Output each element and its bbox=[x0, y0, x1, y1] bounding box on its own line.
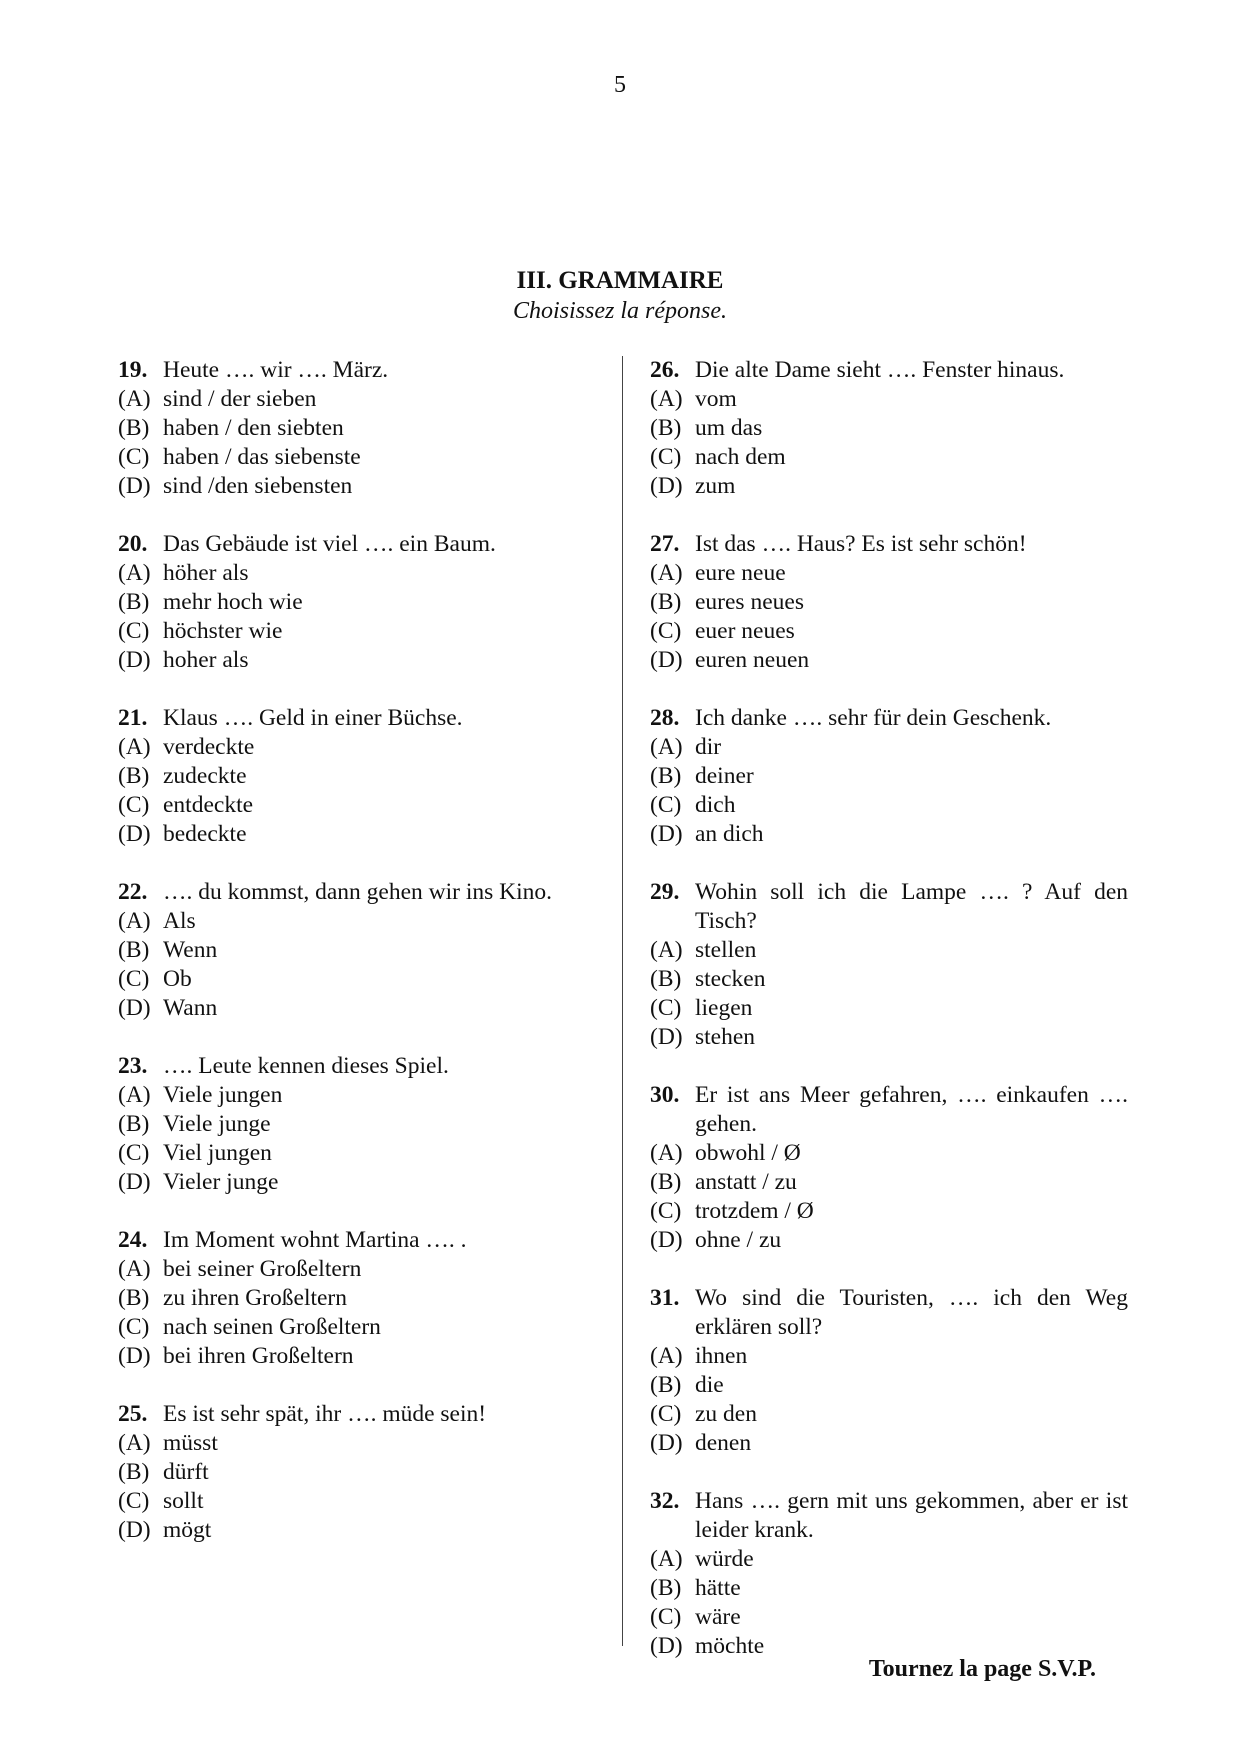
question-stem bbox=[650, 704, 1128, 733]
option-text: anstatt / zu bbox=[695, 1169, 797, 1195]
question-text: Wohin soll ich die Lampe …. ? Auf den Tisch? bbox=[695, 879, 1128, 934]
answer-option bbox=[118, 646, 618, 675]
option-letter: (D) bbox=[650, 1024, 683, 1050]
answer-option bbox=[650, 472, 1128, 501]
option-text: müsst bbox=[163, 1430, 218, 1456]
option-text: nach dem bbox=[695, 444, 786, 470]
answer-option bbox=[650, 414, 1128, 443]
option-letter: (C) bbox=[650, 444, 682, 470]
option-letter: (A) bbox=[650, 560, 683, 586]
option-text: die bbox=[695, 1372, 724, 1398]
option-text: bei ihren Großeltern bbox=[163, 1343, 354, 1369]
option-letter: (C) bbox=[118, 966, 150, 992]
section-title: III. GRAMMAIRE bbox=[516, 267, 724, 294]
option-letter: (D) bbox=[118, 473, 151, 499]
option-text: zum bbox=[695, 473, 736, 499]
right-column bbox=[650, 356, 1128, 1690]
option-letter: (D) bbox=[118, 821, 151, 847]
option-text: Als bbox=[163, 908, 196, 934]
answer-option bbox=[118, 1081, 618, 1110]
option-letter: (D) bbox=[118, 995, 151, 1021]
option-letter: (D) bbox=[650, 647, 683, 673]
answer-option bbox=[118, 1168, 618, 1197]
option-letter: (B) bbox=[650, 415, 682, 441]
question-stem bbox=[118, 1400, 618, 1429]
answer-option bbox=[650, 1226, 1128, 1255]
option-letter: (C) bbox=[118, 444, 150, 470]
option-text: vom bbox=[695, 386, 737, 412]
option-letter: (D) bbox=[650, 1227, 683, 1253]
option-text: eure neue bbox=[695, 560, 786, 586]
answer-option bbox=[650, 588, 1128, 617]
option-letter: (B) bbox=[118, 937, 150, 963]
option-text: sind / der sieben bbox=[163, 386, 317, 412]
option-letter: (A) bbox=[118, 734, 151, 760]
option-text: Viele jungen bbox=[163, 1082, 283, 1108]
option-letter: (D) bbox=[650, 1633, 683, 1659]
option-text: ihnen bbox=[695, 1343, 748, 1369]
answer-option bbox=[650, 1197, 1128, 1226]
option-letter: (C) bbox=[118, 1140, 150, 1166]
answer-option bbox=[650, 820, 1128, 849]
section-subtitle: Choisissez la réponse. bbox=[512, 298, 727, 324]
option-text: würde bbox=[695, 1546, 754, 1572]
question-item bbox=[650, 704, 1128, 849]
answer-option bbox=[118, 936, 618, 965]
option-letter: (A) bbox=[650, 937, 683, 963]
question-stem bbox=[118, 1052, 618, 1081]
option-letter: (C) bbox=[118, 618, 150, 644]
question-item bbox=[118, 878, 618, 1023]
question-number: 32. bbox=[650, 1488, 680, 1514]
option-text: Wenn bbox=[163, 937, 218, 963]
option-text: verdeckte bbox=[163, 734, 255, 760]
option-letter: (B) bbox=[118, 589, 150, 615]
question-number: 27. bbox=[650, 531, 680, 557]
option-text: dich bbox=[695, 792, 736, 818]
question-text: …. Leute kennen dieses Spiel. bbox=[163, 1053, 449, 1079]
option-letter: (A) bbox=[650, 734, 683, 760]
option-text: ohne / zu bbox=[695, 1227, 782, 1253]
answer-option bbox=[118, 994, 618, 1023]
option-text: obwohl / Ø bbox=[695, 1140, 801, 1166]
answer-option bbox=[118, 1110, 618, 1139]
question-item bbox=[118, 356, 618, 501]
option-text: sind /den siebensten bbox=[163, 473, 353, 499]
option-text: Wann bbox=[163, 995, 218, 1021]
option-letter: (A) bbox=[650, 1546, 683, 1572]
question-item bbox=[118, 1052, 618, 1197]
question-number: 24. bbox=[118, 1227, 148, 1253]
option-letter: (D) bbox=[650, 473, 683, 499]
question-stem bbox=[650, 1487, 1128, 1545]
option-text: deiner bbox=[695, 763, 754, 789]
question-text: Die alte Dame sieht …. Fenster hinaus. bbox=[695, 357, 1065, 383]
answer-option bbox=[118, 1284, 618, 1313]
answer-option bbox=[650, 762, 1128, 791]
answer-option bbox=[118, 791, 618, 820]
option-text: Viele junge bbox=[163, 1111, 271, 1137]
option-text: um das bbox=[695, 415, 763, 441]
question-stem bbox=[118, 704, 618, 733]
question-text: Heute …. wir …. März. bbox=[163, 357, 389, 383]
option-letter: (C) bbox=[650, 792, 682, 818]
answer-option bbox=[650, 1139, 1128, 1168]
option-letter: (A) bbox=[118, 1082, 151, 1108]
question-text: Wo sind die Touristen, …. ich den Weg erklären soll? bbox=[695, 1285, 1128, 1340]
answer-option bbox=[650, 1545, 1128, 1574]
answer-option bbox=[650, 965, 1128, 994]
option-letter: (A) bbox=[118, 1256, 151, 1282]
answer-option bbox=[118, 1458, 618, 1487]
option-letter: (A) bbox=[650, 1343, 683, 1369]
option-text: euren neuen bbox=[695, 647, 810, 673]
answer-option bbox=[118, 385, 618, 414]
option-text: mehr hoch wie bbox=[163, 589, 303, 615]
answer-option bbox=[650, 733, 1128, 762]
option-text: liegen bbox=[695, 995, 753, 1021]
question-text: Hans …. gern mit uns gekommen, aber er ist leider krank. bbox=[695, 1488, 1128, 1543]
option-text: hätte bbox=[695, 1575, 741, 1601]
question-number: 19. bbox=[118, 357, 148, 383]
question-text: …. du kommst, dann gehen wir ins Kino. bbox=[163, 879, 553, 905]
option-letter: (B) bbox=[118, 1285, 150, 1311]
question-number: 21. bbox=[118, 705, 148, 731]
answer-option bbox=[118, 762, 618, 791]
question-stem bbox=[118, 878, 618, 907]
question-stem bbox=[118, 530, 618, 559]
option-letter: (D) bbox=[650, 1430, 683, 1456]
answer-option bbox=[650, 1023, 1128, 1052]
option-letter: (C) bbox=[650, 1604, 682, 1630]
question-item bbox=[650, 356, 1128, 501]
option-letter: (B) bbox=[118, 763, 150, 789]
option-text: haben / das siebenste bbox=[163, 444, 361, 470]
question-number: 31. bbox=[650, 1285, 680, 1311]
option-text: euer neues bbox=[695, 618, 795, 644]
answer-option bbox=[650, 1400, 1128, 1429]
turn-page-note: Tournez la page S.V.P. bbox=[868, 1656, 1096, 1682]
option-text: dir bbox=[695, 734, 722, 760]
question-item bbox=[118, 530, 618, 675]
question-stem bbox=[118, 1226, 618, 1255]
option-text: wäre bbox=[695, 1604, 741, 1630]
answer-option bbox=[650, 1371, 1128, 1400]
option-text: dürft bbox=[163, 1459, 209, 1485]
option-letter: (B) bbox=[650, 1372, 682, 1398]
option-text: höher als bbox=[163, 560, 249, 586]
option-letter: (D) bbox=[118, 647, 151, 673]
option-letter: (C) bbox=[650, 618, 682, 644]
option-letter: (C) bbox=[118, 1488, 150, 1514]
answer-option bbox=[118, 733, 618, 762]
question-stem bbox=[650, 356, 1128, 385]
answer-option bbox=[118, 588, 618, 617]
answer-option bbox=[118, 443, 618, 472]
question-text: Es ist sehr spät, ihr …. müde sein! bbox=[163, 1401, 487, 1427]
question-item bbox=[650, 530, 1128, 675]
question-text: Klaus …. Geld in einer Büchse. bbox=[163, 705, 463, 731]
option-text: nach seinen Großeltern bbox=[163, 1314, 381, 1340]
question-number: 20. bbox=[118, 531, 148, 557]
question-stem bbox=[650, 1081, 1128, 1139]
answer-option bbox=[118, 559, 618, 588]
option-letter: (B) bbox=[118, 1459, 150, 1485]
answer-option bbox=[118, 617, 618, 646]
answer-option bbox=[118, 1487, 618, 1516]
option-letter: (C) bbox=[650, 1401, 682, 1427]
answer-option bbox=[118, 1313, 618, 1342]
option-letter: (D) bbox=[118, 1169, 151, 1195]
option-letter: (B) bbox=[650, 763, 682, 789]
answer-option bbox=[118, 907, 618, 936]
question-number: 29. bbox=[650, 879, 680, 905]
question-item bbox=[118, 1400, 618, 1545]
answer-option bbox=[118, 1429, 618, 1458]
option-text: an dich bbox=[695, 821, 764, 847]
option-text: Ob bbox=[163, 966, 192, 992]
option-letter: (A) bbox=[650, 386, 683, 412]
option-text: sollt bbox=[163, 1488, 204, 1514]
answer-option bbox=[118, 1516, 618, 1545]
option-text: hoher als bbox=[163, 647, 249, 673]
answer-option bbox=[118, 1139, 618, 1168]
option-text: möchte bbox=[695, 1633, 765, 1659]
page-number: 5 bbox=[614, 72, 626, 98]
question-item bbox=[118, 1226, 618, 1371]
answer-option bbox=[650, 559, 1128, 588]
answer-option bbox=[650, 1342, 1128, 1371]
option-text: Vieler junge bbox=[163, 1169, 279, 1195]
option-text: stehen bbox=[695, 1024, 756, 1050]
option-letter: (D) bbox=[118, 1517, 151, 1543]
answer-option bbox=[118, 472, 618, 501]
question-stem bbox=[650, 878, 1128, 936]
section-header bbox=[0, 266, 1240, 326]
answer-option bbox=[118, 965, 618, 994]
option-text: zudeckte bbox=[163, 763, 247, 789]
question-item bbox=[650, 1284, 1128, 1458]
question-item bbox=[650, 1487, 1128, 1661]
question-number: 28. bbox=[650, 705, 680, 731]
question-number: 30. bbox=[650, 1082, 680, 1108]
answer-option bbox=[650, 994, 1128, 1023]
question-text: Im Moment wohnt Martina …. . bbox=[163, 1227, 467, 1253]
option-letter: (A) bbox=[118, 386, 151, 412]
option-letter: (C) bbox=[650, 1198, 682, 1224]
option-letter: (B) bbox=[650, 966, 682, 992]
option-text: zu den bbox=[695, 1401, 757, 1427]
option-letter: (B) bbox=[650, 1575, 682, 1601]
question-stem bbox=[650, 530, 1128, 559]
question-text: Er ist ans Meer gefahren, …. einkaufen …. gehen. bbox=[695, 1082, 1128, 1137]
column-divider bbox=[622, 356, 623, 1646]
answer-option bbox=[650, 936, 1128, 965]
option-text: trotzdem / Ø bbox=[695, 1198, 814, 1224]
question-number: 25. bbox=[118, 1401, 148, 1427]
option-text: bedeckte bbox=[163, 821, 247, 847]
question-item bbox=[650, 878, 1128, 1052]
answer-option bbox=[118, 1342, 618, 1371]
question-text: Ich danke …. sehr für dein Geschenk. bbox=[695, 705, 1052, 731]
option-letter: (C) bbox=[650, 995, 682, 1021]
answer-option bbox=[650, 617, 1128, 646]
answer-option bbox=[650, 443, 1128, 472]
question-number: 22. bbox=[118, 879, 148, 905]
answer-option bbox=[650, 791, 1128, 820]
question-stem bbox=[650, 1284, 1128, 1342]
question-item bbox=[650, 1081, 1128, 1255]
answer-option bbox=[650, 1574, 1128, 1603]
question-number: 23. bbox=[118, 1053, 148, 1079]
option-letter: (A) bbox=[118, 908, 151, 934]
option-letter: (A) bbox=[118, 1430, 151, 1456]
option-text: stellen bbox=[695, 937, 757, 963]
question-text: Das Gebäude ist viel …. ein Baum. bbox=[163, 531, 496, 557]
answer-option bbox=[118, 1255, 618, 1284]
option-text: bei seiner Großeltern bbox=[163, 1256, 362, 1282]
answer-option bbox=[118, 820, 618, 849]
option-text: eures neues bbox=[695, 589, 804, 615]
option-text: stecken bbox=[695, 966, 766, 992]
option-letter: (B) bbox=[650, 589, 682, 615]
question-stem bbox=[118, 356, 618, 385]
answer-option bbox=[650, 385, 1128, 414]
option-letter: (D) bbox=[118, 1343, 151, 1369]
option-text: höchster wie bbox=[163, 618, 283, 644]
option-letter: (B) bbox=[118, 415, 150, 441]
option-letter: (B) bbox=[650, 1169, 682, 1195]
option-letter: (B) bbox=[118, 1111, 150, 1137]
option-text: entdeckte bbox=[163, 792, 254, 818]
answer-option bbox=[650, 1603, 1128, 1632]
option-letter: (D) bbox=[650, 821, 683, 847]
option-letter: (A) bbox=[118, 560, 151, 586]
option-text: Viel jungen bbox=[163, 1140, 272, 1166]
left-column bbox=[118, 356, 618, 1574]
answer-option bbox=[650, 1168, 1128, 1197]
question-text: Ist das …. Haus? Es ist sehr schön! bbox=[695, 531, 1027, 557]
option-text: mögt bbox=[163, 1517, 212, 1543]
answer-option bbox=[118, 414, 618, 443]
answer-option bbox=[650, 1429, 1128, 1458]
option-text: denen bbox=[695, 1430, 752, 1456]
option-text: haben / den siebten bbox=[163, 415, 344, 441]
option-letter: (C) bbox=[118, 1314, 150, 1340]
option-letter: (A) bbox=[650, 1140, 683, 1166]
option-text: zu ihren Großeltern bbox=[163, 1285, 348, 1311]
option-letter: (C) bbox=[118, 792, 150, 818]
question-item bbox=[118, 704, 618, 849]
question-number: 26. bbox=[650, 357, 680, 383]
answer-option bbox=[650, 646, 1128, 675]
